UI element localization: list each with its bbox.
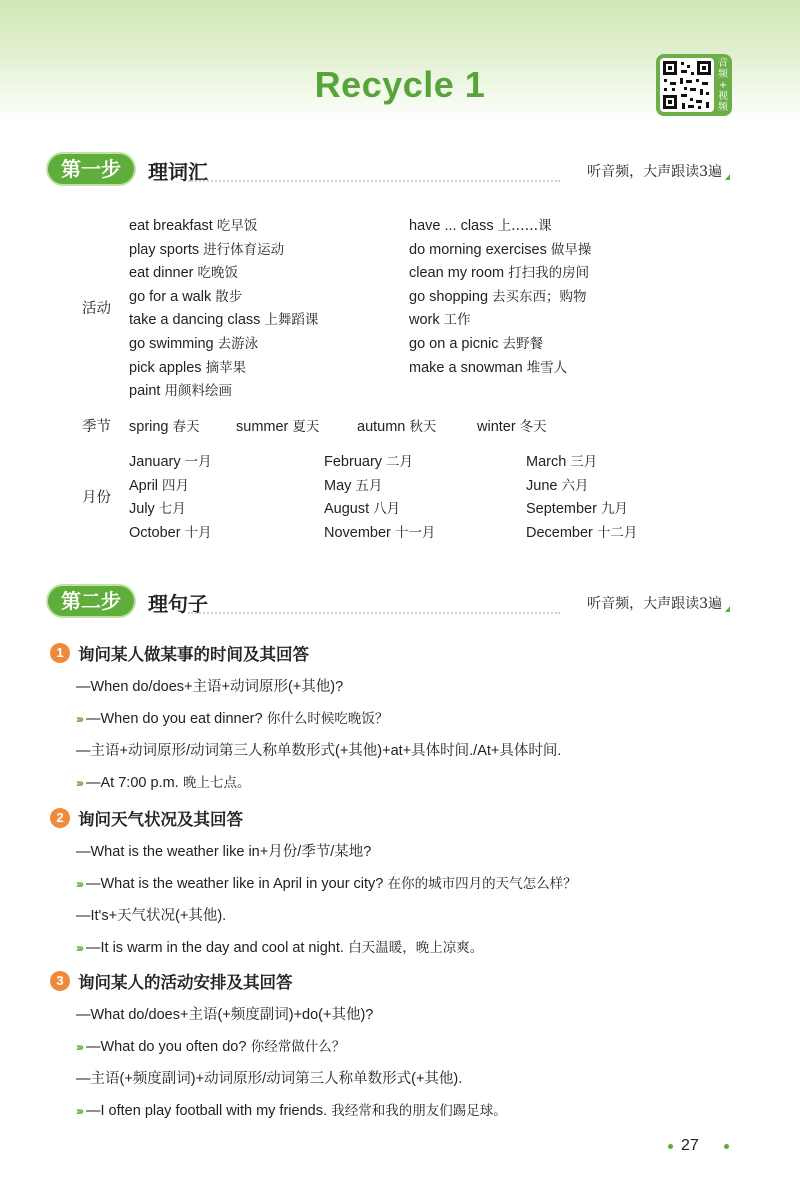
activity-item xyxy=(409,356,567,376)
vocab-chinese: 九月 xyxy=(600,501,628,517)
vocab-chinese: 去游泳 xyxy=(217,336,259,352)
example-sentence xyxy=(76,936,483,956)
triple-arrow-icon: ››› xyxy=(76,1040,82,1054)
activity-item xyxy=(129,332,258,352)
example-sentence xyxy=(76,771,250,791)
sentence-text: —主语+动词原形/动词第三人称单数形式(+其他)+at+具体时间./At+具体时间. xyxy=(76,743,562,759)
sentence-text: —It is warm in the day and cool at night. xyxy=(86,940,344,956)
activity-item xyxy=(409,261,589,281)
vocab-english: eat breakfast xyxy=(129,218,213,234)
category-season: 季节 xyxy=(82,419,111,435)
vocab-chinese: 用颜料绘画 xyxy=(164,383,232,400)
qr-code-icon[interactable] xyxy=(660,58,714,112)
section-number-badge: 3 xyxy=(50,971,70,991)
page-number-dot-right xyxy=(724,1144,729,1149)
vocab-chinese: 上舞蹈课 xyxy=(264,312,319,329)
step1-divider xyxy=(188,180,560,182)
activity-item xyxy=(129,214,257,234)
section-number-badge: 2 xyxy=(50,808,70,828)
vocab-chinese: 一月 xyxy=(184,454,212,470)
sentence-text: —At 7:00 p.m. xyxy=(86,775,179,791)
step1-badge: 第一步 xyxy=(48,154,134,184)
month-item xyxy=(129,497,186,517)
qr-code-badge[interactable] xyxy=(656,54,732,116)
triple-arrow-icon: ››› xyxy=(76,776,82,790)
category-month: 月份 xyxy=(82,490,111,506)
vocab-english: clean my room xyxy=(409,265,505,282)
activity-item xyxy=(129,261,238,281)
vocab-english: May xyxy=(324,477,352,494)
sentence-text: —What do you often do? xyxy=(86,1039,247,1055)
page-title: Recycle 1 xyxy=(314,64,486,105)
vocab-english: eat dinner xyxy=(129,265,194,282)
vocab-chinese: 四月 xyxy=(162,477,190,494)
vocab-chinese: 散步 xyxy=(215,288,243,305)
step2-title: 理句子 xyxy=(148,592,208,616)
month-item xyxy=(324,450,413,470)
activity-item xyxy=(409,308,471,328)
vocab-chinese: 去买东西；购物 xyxy=(492,288,587,305)
vocab-english: February xyxy=(324,454,383,470)
activity-item xyxy=(409,285,587,305)
month-item xyxy=(324,497,400,517)
vocab-chinese: 秋天 xyxy=(409,419,437,435)
page-number-dot-left xyxy=(668,1144,673,1149)
page-number: 27 xyxy=(681,1137,699,1154)
vocab-chinese: 去野餐 xyxy=(502,336,543,352)
vocab-chinese: 打扫我的房间 xyxy=(508,265,590,282)
triple-arrow-icon: ››› xyxy=(76,1104,82,1118)
vocab-english: spring xyxy=(129,419,169,435)
vocab-english: June xyxy=(526,477,558,494)
vocab-chinese: 三月 xyxy=(570,454,598,470)
step2-divider xyxy=(188,612,560,614)
season-item xyxy=(236,415,319,435)
month-item xyxy=(526,450,597,470)
activity-item xyxy=(129,356,246,376)
activity-item xyxy=(409,332,543,352)
sentence-pattern xyxy=(76,1003,373,1024)
month-item xyxy=(129,450,212,470)
example-sentence xyxy=(76,872,577,892)
vocab-chinese: 春天 xyxy=(172,419,200,435)
example-sentence xyxy=(76,707,388,727)
activity-item xyxy=(129,308,318,328)
sentence-text: —What do/does+主语(+频度副词)+do(+其他)? xyxy=(76,1007,374,1023)
vocab-chinese: 五月 xyxy=(355,477,383,494)
vocab-english: September xyxy=(526,501,597,517)
step1-title: 理词汇 xyxy=(148,160,208,184)
sentence-pattern xyxy=(76,904,226,925)
vocab-chinese: 进行体育运动 xyxy=(203,241,285,258)
step1-header xyxy=(48,154,730,188)
vocab-chinese: 吃晚饭 xyxy=(197,265,238,282)
month-item xyxy=(324,474,382,494)
vocab-english: January xyxy=(129,454,181,470)
activity-item xyxy=(129,379,232,399)
vocab-english: summer xyxy=(236,419,289,435)
vocab-english: October xyxy=(129,524,181,541)
vocab-chinese: 十月 xyxy=(184,524,212,541)
season-item xyxy=(477,415,547,435)
vocab-english: go shopping xyxy=(409,288,489,305)
vocab-english: go on a picnic xyxy=(409,336,499,352)
season-item xyxy=(129,415,200,435)
vocab-english: work xyxy=(409,312,440,329)
vocab-english: March xyxy=(526,454,567,470)
activity-item xyxy=(129,285,242,305)
sentence-translation: 我经常和我的朋友们踢足球。 xyxy=(326,1103,507,1119)
month-item xyxy=(526,521,637,541)
vocab-chinese: 堆雪人 xyxy=(526,359,568,376)
section-title: 询问天气状况及其回答 xyxy=(78,810,243,829)
vocab-english: paint xyxy=(129,383,161,400)
example-sentence xyxy=(76,1035,345,1055)
activity-item xyxy=(409,214,552,234)
sentence-pattern xyxy=(76,675,343,696)
vocab-english: winter xyxy=(477,419,516,435)
sentence-translation: 白天温暖，晚上凉爽。 xyxy=(343,940,484,956)
triple-arrow-icon: ››› xyxy=(76,941,82,955)
month-item xyxy=(526,497,628,517)
example-sentence xyxy=(76,1099,507,1119)
vocab-english: play sports xyxy=(129,241,200,258)
step2-badge: 第二步 xyxy=(48,586,134,616)
vocab-chinese: 做早操 xyxy=(550,241,592,258)
qr-label: 音 频 + 视 频 xyxy=(718,58,728,113)
sentence-translation: 你经常做什么？ xyxy=(246,1039,346,1055)
vocab-chinese: 十一月 xyxy=(394,524,436,541)
triple-arrow-icon: ››› xyxy=(76,877,82,891)
vocab-chinese: 十二月 xyxy=(596,524,638,541)
sentence-text: —I often play football with my friends. xyxy=(86,1103,327,1119)
section-number-badge: 1 xyxy=(50,643,70,663)
vocab-english: August xyxy=(324,501,370,517)
vocab-english: November xyxy=(324,524,391,541)
sentence-translation: 晚上七点。 xyxy=(178,775,251,791)
month-item xyxy=(129,474,189,494)
vocab-english: go swimming xyxy=(129,336,214,352)
sentence-pattern xyxy=(76,739,561,760)
vocab-chinese: 夏天 xyxy=(292,419,320,435)
vocab-english: December xyxy=(526,524,593,541)
vocab-chinese: 摘苹果 xyxy=(205,359,247,376)
vocab-chinese: 八月 xyxy=(373,501,401,517)
triple-arrow-icon: ››› xyxy=(76,712,82,726)
step2-header xyxy=(48,586,730,620)
step1-audio-note[interactable]: 听音频，大声跟读3遍 xyxy=(587,164,722,180)
month-item xyxy=(324,521,435,541)
sentence-text: —When do/does+主语+动词原形(+其他)? xyxy=(76,679,344,695)
vocab-english: pick apples xyxy=(129,359,202,376)
vocab-english: take a dancing class xyxy=(129,312,261,329)
sentence-translation: 在你的城市四月的天气怎么样？ xyxy=(383,876,577,892)
sentence-pattern xyxy=(76,840,371,861)
vocab-english: July xyxy=(129,501,155,517)
month-item xyxy=(526,474,588,494)
sentence-text: —What is the weather like in+月份/季节/某地? xyxy=(76,844,372,860)
vocab-chinese: 七月 xyxy=(158,501,186,517)
sentence-pattern xyxy=(76,1067,462,1088)
month-item xyxy=(129,521,212,541)
activity-item xyxy=(129,238,284,258)
vocab-english: have ... class xyxy=(409,218,494,234)
vocab-chinese: 六月 xyxy=(561,477,589,494)
sentence-text: —主语(+频度副词)+动词原形/动词第三人称单数形式(+其他). xyxy=(76,1071,463,1087)
vocab-chinese: 冬天 xyxy=(519,419,547,435)
vocab-chinese: 上……课 xyxy=(497,218,552,234)
vocab-chinese: 吃早饭 xyxy=(216,218,258,234)
vocab-english: go for a walk xyxy=(129,288,212,305)
note-corner-icon xyxy=(725,606,730,612)
vocab-english: April xyxy=(129,477,159,494)
sentence-translation: 你什么时候吃晚饭？ xyxy=(262,711,389,727)
note-corner-icon xyxy=(725,174,730,180)
step2-audio-note[interactable]: 听音频，大声跟读3遍 xyxy=(587,596,722,612)
vocab-chinese: 二月 xyxy=(386,454,414,470)
category-activity: 活动 xyxy=(82,301,111,317)
activity-item xyxy=(409,238,591,258)
sentence-text: —When do you eat dinner? xyxy=(86,711,263,727)
season-item xyxy=(357,415,436,435)
vocab-english: autumn xyxy=(357,419,406,435)
section-title: 询问某人的活动安排及其回答 xyxy=(78,973,293,992)
section-title: 询问某人做某事的时间及其回答 xyxy=(78,645,309,664)
vocab-english: make a snowman xyxy=(409,359,523,376)
sentence-text: —It's+天气状况(+其他). xyxy=(76,908,227,924)
vocab-chinese: 工作 xyxy=(443,312,471,329)
sentence-text: —What is the weather like in April in your city? xyxy=(86,876,384,892)
vocab-english: do morning exercises xyxy=(409,241,547,258)
